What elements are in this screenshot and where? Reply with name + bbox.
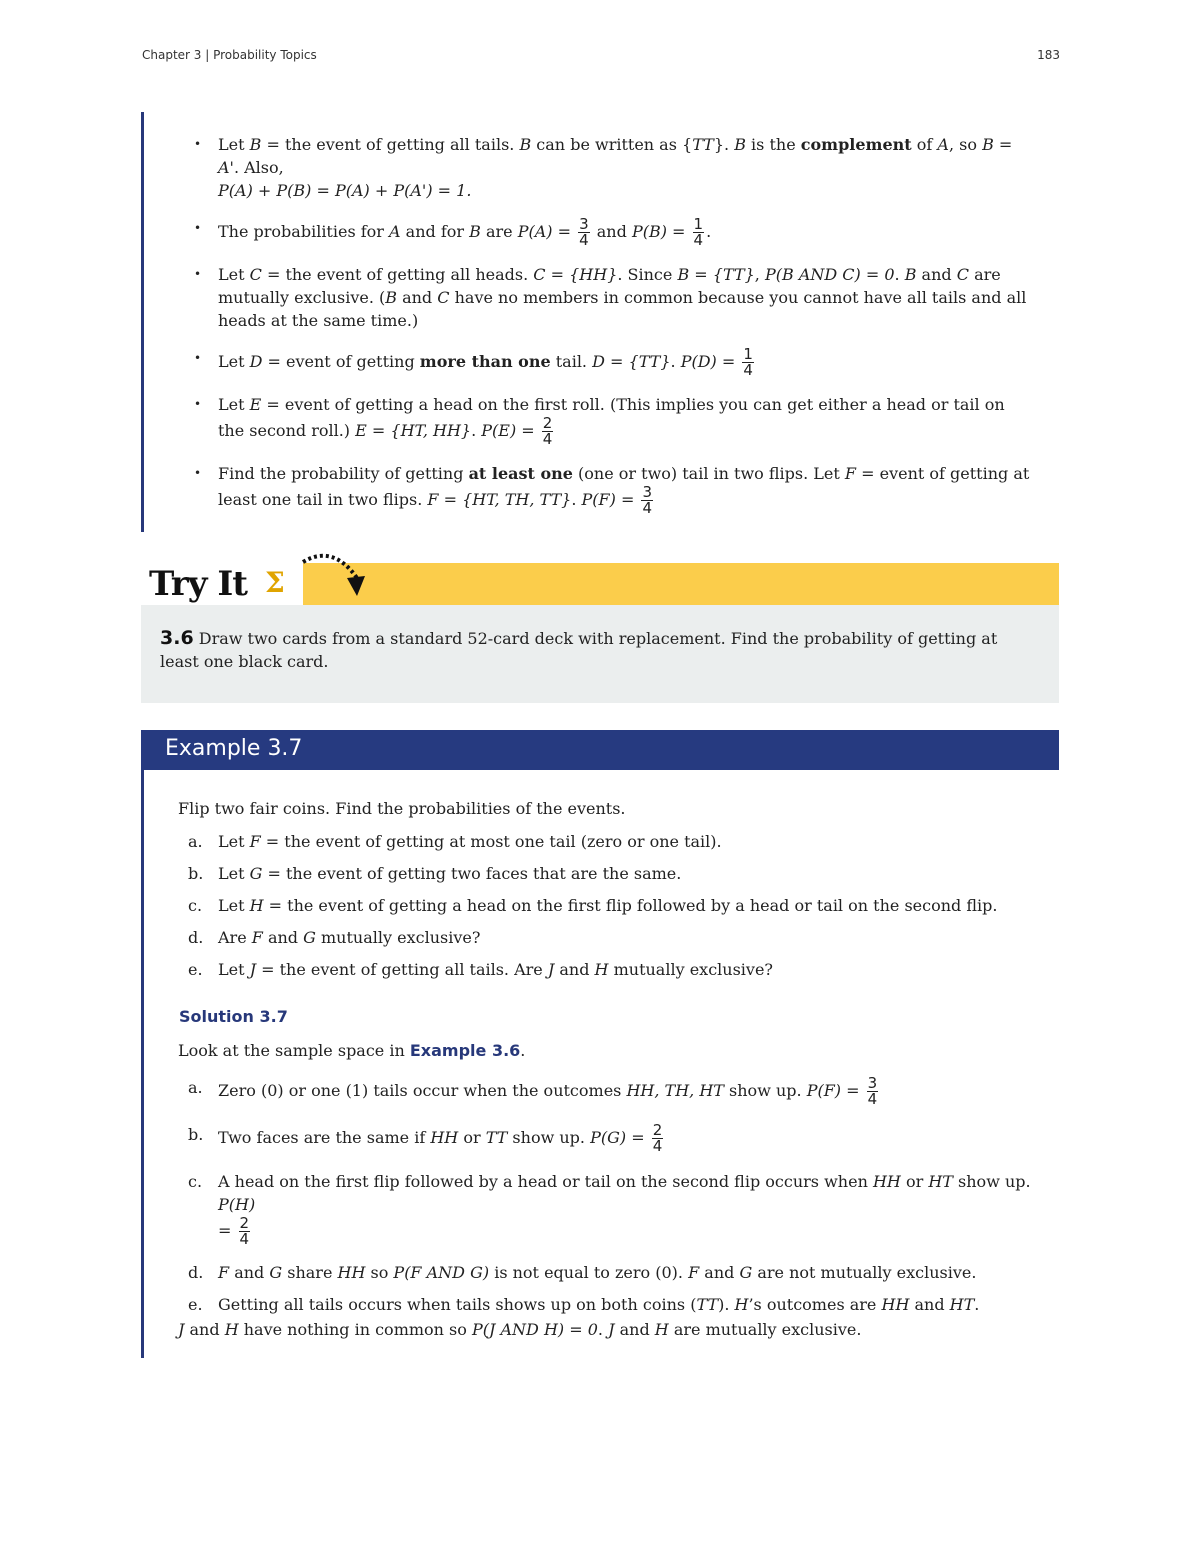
- list-item: c. A head on the first flip followed by a head or tail on the second flip occurs when HH or HT show up. P(H) = $\frac{2}{4}$: [188, 1172, 1031, 1248]
- example-question-list: [178, 830, 1038, 981]
- left-accent-bar-example: [141, 770, 144, 1358]
- curved-arrow-icon: [297, 548, 369, 604]
- solution-list: [178, 1076, 1038, 1316]
- fraction: $\frac{1}{4}$: [743, 345, 753, 379]
- bullet-item: • Let D = event of getting more than one tail. D = {TT}. P(D) = $\frac{1}{4}$: [194, 347, 1030, 378]
- running-header: Chapter 3 | Probability Topics: [142, 48, 317, 62]
- list-item: e. Let J = the event of getting all tails. Are J and H mutually exclusive?: [188, 960, 773, 979]
- exercise-text: Draw two cards from a standard 52-card deck with replacement. Find the probability of getting at least one black card.: [160, 629, 998, 671]
- list-item: e. Getting all tails occurs when tails shows up on both coins (TT). H’s outcomes are HH and HT.: [188, 1295, 980, 1314]
- bullet-item: • Let C = the event of getting all heads. C = {HH}. Since B = {TT}, P(B AND C) = 0. B and C are mutually exclusive. (B and C have no members in common because you cannot have all tails and all heads at the same time.): [194, 263, 1030, 332]
- bullet-item: • Find the probability of getting at least one (one or two) tail in two flips. Let F = event of getting at least one tail in two flips. F = {HT, TH, TT}. P(F) = $\frac{3}{4}$: [194, 462, 1030, 516]
- exercise-number: 3.6: [160, 627, 194, 649]
- fraction: $\frac{2}{4}$: [542, 414, 553, 448]
- left-accent-bar: [141, 112, 144, 532]
- bullet-list: [194, 133, 1030, 531]
- list-item: b. Let G = the event of getting two faces that are the same.: [188, 864, 682, 883]
- bullet-item: • Let B = the event of getting all tails. B can be written as {TT}. B is the complement of A, so B = A'. Also, P(A) + P(B) = P(A) + P(A') = 1.: [194, 133, 1030, 202]
- solution-title: Solution 3.7: [179, 1007, 288, 1026]
- list-item: c. Let H = the event of getting a head on the first flip followed by a head or tail on the second flip.: [188, 896, 998, 915]
- fraction: $\frac{2}{4}$: [239, 1214, 250, 1248]
- list-item: a. Zero (0) or one (1) tails occur when the outcomes HH, TH, HT show up. P(F) = $\frac{3}{4}$: [188, 1074, 878, 1108]
- try-it-label: [141, 563, 303, 605]
- example-title: Example 3.7: [165, 736, 303, 761]
- fraction: $\frac{3}{4}$: [642, 483, 652, 517]
- example-link[interactable]: Example 3.6: [409, 1041, 521, 1060]
- fraction: $\frac{3}{4}$: [579, 215, 589, 249]
- try-it-title: Try It: [149, 564, 247, 604]
- sigma-icon: Σ: [265, 566, 285, 599]
- bullet-item: • Let E = event of getting a head on the first roll. (This implies you can get either a head or tail on the second roll.) E = {HT, HH}. P(E) = $\frac{2}{4}$: [194, 393, 1030, 447]
- solution-intro: Look at the sample space in Example 3.6.: [178, 1041, 526, 1060]
- list-item: b. Two faces are the same if HH or TT show up. P(G) = $\frac{2}{4}$: [188, 1121, 663, 1155]
- solution-conclusion: J and H have nothing in common so P(J AND H) = 0. J and H are mutually exclusive.: [178, 1320, 862, 1339]
- example-header: [141, 730, 1059, 770]
- list-item: a. Let F = the event of getting at most one tail (zero or one tail).: [188, 832, 722, 851]
- page-number: 183: [1037, 48, 1060, 62]
- list-item: d. Are F and G mutually exclusive?: [188, 928, 481, 947]
- bullet-item: • The probabilities for A and for B are P(A) = $\frac{3}{4}$ and P(B) = $\frac{1}{4}$ .: [194, 217, 1030, 248]
- fraction: $\frac{3}{4}$: [867, 1074, 878, 1108]
- term-complement: complement: [800, 135, 912, 154]
- list-item: d. F and G share HH so P(F AND G) is not equal to zero (0). F and G are not mutually exclusive.: [188, 1263, 977, 1282]
- try-it-exercise: [160, 627, 1040, 673]
- try-it-box: [141, 605, 1059, 703]
- example-intro: Flip two fair coins. Find the probabilities of the events.: [178, 799, 626, 818]
- fraction: $\frac{1}{4}$: [693, 215, 704, 249]
- fraction: $\frac{2}{4}$: [652, 1121, 663, 1155]
